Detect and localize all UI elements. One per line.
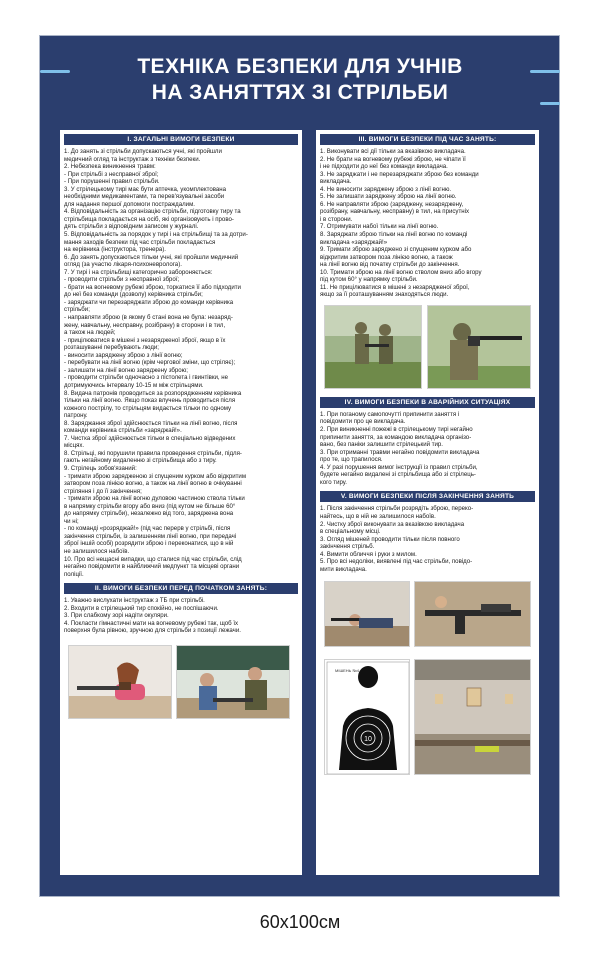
section-3-list xyxy=(320,148,535,299)
list-item: повідомити про це викладача. xyxy=(320,418,406,426)
list-item: патрону. xyxy=(64,412,88,420)
list-item: 7. Чистка зброї здійснюється тільки в спеціально відведених xyxy=(64,434,236,442)
list-item: 3. У стрілецькому тирі має бути аптечка, укомплектована xyxy=(64,185,227,193)
list-item: будете негайно видалені зі стрільбища або зі стрілець- xyxy=(320,471,476,479)
list-item: і не підходити до неї без команди викладача. xyxy=(320,163,448,171)
section-4-list xyxy=(320,411,535,486)
list-item: - перебувати на лінії вогню (крім чергової зміни, що стріляє); xyxy=(64,359,236,367)
photo-instructor-class xyxy=(176,645,290,719)
list-item: 10. Про всі нещасні випадки, що сталися під час стрільби, слід xyxy=(64,555,242,563)
list-item: - залишати на лінії вогню заряджену зброю; xyxy=(64,366,188,374)
list-item: в спеціальному місці. xyxy=(320,528,381,536)
left-photos xyxy=(64,645,298,723)
list-item: 11. Не прицілюватися в мішені з незарядженої зброї, xyxy=(320,283,470,291)
list-item: - заряджати чи перезаряджати зброю до команди керівника xyxy=(64,298,234,306)
list-item: 2. При виникненні пожежі в стрілецькому тирі негайно xyxy=(320,426,473,434)
right-photos-2 xyxy=(320,581,535,653)
section-1-list xyxy=(64,148,298,578)
list-item: викладача. xyxy=(320,178,352,186)
list-item: 7. Отримувати набої тільки на лінії вогню. xyxy=(320,223,439,231)
list-item: 4. Відповідальність за організацію стрільби, підготовку тиру та xyxy=(64,208,241,216)
list-item: 8. Заряджати зброю тільки на лінії вогню по команді xyxy=(320,231,468,239)
list-item: - виносити заряджену зброю з лінії вогню; xyxy=(64,351,183,359)
list-item: 10. Тримати зброю на лінії вогню стволом вниз або вгору xyxy=(320,268,482,276)
shooting-range-illustration xyxy=(415,660,531,775)
list-item: 1. Після закінчення стрільби розрядіть зброю, переко- xyxy=(320,505,474,513)
list-item: дотримуючись інтервалу 10-15 м між стрільцями. xyxy=(64,381,204,389)
list-item: 8. Видача патронів проводиться за розпорядженням керівника xyxy=(64,389,242,397)
list-item: кожного пострілу, то стрільцям видається тільки по одному xyxy=(64,404,232,412)
list-item: для надання першої допомоги постраждалим. xyxy=(64,200,195,208)
list-item: кого тиру. xyxy=(320,478,347,486)
soldier-aiming-illustration xyxy=(428,306,531,389)
list-item: 2. Небезпека виникнення травм: xyxy=(64,163,156,171)
list-item: 5. Не залишати заряджену зброю на лінії вогню. xyxy=(320,193,457,201)
list-item: про те, що трапилося. xyxy=(320,456,383,464)
list-item: тільки на лінії вогню. Якщо показ влучень проводиться після xyxy=(64,397,236,405)
list-item: 4. Не виносити заряджену зброю з лінії вогню. xyxy=(320,185,452,193)
list-item: чи ні; xyxy=(64,517,79,525)
section-4-title: ІV. ВИМОГИ БЕЗПЕКИ В АВАРІЙНИХ СИТУАЦІЯХ xyxy=(320,397,535,408)
list-item: закінчення стрільб. xyxy=(320,543,375,551)
list-item: місцях. xyxy=(64,442,85,450)
list-item: затвором поза лінією вогню, а також на лінії вогню в очікуванні xyxy=(64,480,242,488)
list-item: 9. Стрілець зобов'язаний: xyxy=(64,464,137,472)
section-1-title: І. ЗАГАЛЬНІ ВИМОГИ БЕЗПЕКИ xyxy=(64,134,298,145)
list-item: стрільбища покладається на осіб, які організовують і прово- xyxy=(64,215,234,223)
list-item: 2. Входити в стрілецький тир спокійно, не поспішаючи. xyxy=(64,604,219,612)
list-item: 4. У разі порушення вимог інструкції із правил стрільби, xyxy=(320,463,478,471)
instructor-class-illustration xyxy=(177,646,290,719)
list-item: вано, без паніки залишити стрілецький тир. xyxy=(320,441,443,449)
list-item: 3. Огляд мішеней проводити тільки після повного xyxy=(320,535,460,543)
list-item: 2. Чистку зброї виконувати за вказівкою викладача xyxy=(320,520,465,528)
list-item: - тримати зброю на лінії вогню дуловою частиною ствола тільки xyxy=(64,495,245,503)
left-panel xyxy=(60,130,302,875)
section-2-list xyxy=(64,597,298,635)
list-item: необхідними медикаментами, та перев'язувальні засоби xyxy=(64,193,225,201)
title-line-1: ТЕХНІКА БЕЗПЕКИ ДЛЯ УЧНІВ xyxy=(137,55,463,78)
list-item: поліції. xyxy=(64,570,84,578)
list-item: під кутом 60° у напрямку стрільби. xyxy=(320,276,418,284)
list-item: команди керівника стрільби «заряджай!». xyxy=(64,427,182,435)
rifle-closeup-illustration xyxy=(415,582,531,647)
prone-shooter-illustration xyxy=(325,582,410,647)
list-item: дять стрільби з відповідним записом у журналі. xyxy=(64,223,199,231)
list-item: 5. Відповідальність за порядок у тирі і на стрільбищі та за дотри- xyxy=(64,231,248,239)
list-item: на лінії вогню від початку стрільби до закінчення. xyxy=(320,261,460,269)
list-item: мання заходів безпеки під час стрільби покладається xyxy=(64,238,216,246)
list-item: 3. Не заряджати і не перезаряджати зброю без команди xyxy=(320,170,479,178)
list-item: 7. У тирі і на стрільбищі категорично забороняється: xyxy=(64,268,213,276)
list-item: стріляння і до її закінчення; xyxy=(64,487,142,495)
list-item: 5. Про всі недоліки, виявлені під час стрільби, повідо- xyxy=(320,558,473,566)
list-item: стрільби; xyxy=(64,306,90,314)
list-item: 4. Вимити обличчя і руки з милом. xyxy=(320,550,417,558)
target-center-number: 10 xyxy=(364,736,372,744)
list-item: не залишилося набоїв. xyxy=(64,547,130,555)
list-item: - При стрільбі з несправної зброї; xyxy=(64,170,159,178)
section-3-title: ІІІ. ВИМОГИ БЕЗПЕКИ ПІД ЧАС ЗАНЯТЬ: xyxy=(320,134,535,145)
list-item: - тримати зброю зарядженою зі спущеним курком або відкритим xyxy=(64,472,247,480)
list-item: закінчення стрільби, із залишенням лінії вогню, при передачі xyxy=(64,532,237,540)
list-item: найтесь, що в ній не залишилося набоїв. xyxy=(320,512,436,520)
list-item: огляд (за участю лікаря-психоневролога). xyxy=(64,261,182,269)
list-item: жену, навчальну, несправну, розібрану) в сторони і в тил, xyxy=(64,321,226,329)
section-5-list xyxy=(320,505,535,573)
list-item: 1. Виконувати всі дії тільки за вказівкою викладача. xyxy=(320,148,466,155)
size-label: 60x100см xyxy=(259,912,341,932)
list-item: припинити заняття, за командою викладача організо- xyxy=(320,433,472,441)
list-item: 6. До занять допускаються тільки учні, які пройшли медичний xyxy=(64,253,239,261)
section-2-title: ІІ. ВИМОГИ БЕЗПЕКИ ПЕРЕД ПОЧАТКОМ ЗАНЯТЬ: xyxy=(64,583,298,594)
photo-prone-shooter xyxy=(324,581,410,647)
list-item: 6. Не направляти зброю (заряджену, незаряджену, xyxy=(320,200,464,208)
section-5-title: V. ВИМОГИ БЕЗПЕКИ ПІСЛЯ ЗАКІНЧЕННЯ ЗАНЯТЬ xyxy=(320,491,535,502)
page-title xyxy=(0,54,600,106)
target-header-label: МІШЕНЬ №4 xyxy=(335,668,359,674)
list-item: - брати на вогневому рубежі зброю, торкатися її або підходити xyxy=(64,283,241,291)
list-item: 8. Стрільці, які порушили правила проведення стрільби, підля- xyxy=(64,449,242,457)
list-item: відкритим затвором поза лінією вогню, а також xyxy=(320,253,453,261)
list-item: розібрану, навчальну, несправну) в тил, на присутніх xyxy=(320,208,470,216)
list-item: мити викладача. xyxy=(320,565,367,573)
list-item: викладача «заряджай!» xyxy=(320,238,388,246)
list-item: - прицілюватися в мішені з незарядженої зброї, якщо в їх xyxy=(64,336,226,344)
list-item: 1. Уважно вислухати інструктаж з ТБ при стрільбі. xyxy=(64,597,205,605)
list-item: 3. При отриманні травми негайно повідомити викладача xyxy=(320,448,480,456)
list-item: і в сторони. xyxy=(320,215,353,223)
list-item: - проводити стрільби з несправної зброї; xyxy=(64,276,180,284)
list-item: до напрямку стрільби), незалежно від того, заряджена вона xyxy=(64,510,234,518)
right-photos-1 xyxy=(320,305,535,395)
list-item: поверхня була рівною, зручною для стрільби з позиції лежачи. xyxy=(64,627,241,635)
list-item: - по команді «розряджай!» (під час перерв у стрільбі, після xyxy=(64,525,231,533)
list-item: 1. До занять зі стрільби допускаються учні, які пройшли xyxy=(64,148,222,155)
right-panel xyxy=(316,130,539,875)
photo-shooting-range xyxy=(414,659,531,775)
list-item: 2. Не брати на вогневому рубежі зброю, не чіпати її xyxy=(320,155,466,163)
list-item: розташуванні перебувають люди; xyxy=(64,344,159,352)
list-item: 4. Покласти гімнастичні мати на вогневому рубежі так, щоб їх xyxy=(64,619,239,627)
list-item: - направляти зброю (в якому б стані вона не була: незаряд- xyxy=(64,314,233,322)
list-item: в напрямку стрільби вгору або вниз (під кутом не більше 60° xyxy=(64,502,236,510)
list-item: 9. Тримати зброю заряджено зі спущеним курком або xyxy=(320,246,472,254)
girl-shooting-illustration xyxy=(69,646,172,719)
soldiers-field-illustration xyxy=(325,306,422,389)
list-item: медичний огляд та інструктаж з техніки безпеки. xyxy=(64,155,201,163)
list-item: 8. Заряджання зброї здійснюється тільки на лінії вогню, після xyxy=(64,419,238,427)
photo-girl-shooting xyxy=(68,645,172,719)
silhouette-target-icon xyxy=(325,660,410,775)
title-line-2: НА ЗАНЯТТЯХ ЗІ СТРІЛЬБИ xyxy=(151,81,449,104)
list-item: зброї іншій особі) розрядити зброю і переконатися, що в ній xyxy=(64,540,234,548)
list-item: негайно повідомити в найближчий медпункт та місцеві органи xyxy=(64,563,240,571)
list-item: на керівника (інструктора, тренера). xyxy=(64,246,166,254)
list-item: до неї без команди (дозволу) керівника стрільби; xyxy=(64,291,203,299)
list-item: - При порушенні правил стрільби. xyxy=(64,178,160,186)
photo-soldiers-field xyxy=(324,305,422,389)
photo-rifle-closeup xyxy=(414,581,531,647)
right-photos-3 xyxy=(320,659,535,779)
list-item: 1. При поганому самопочутті припинити заняття і xyxy=(320,410,460,418)
list-item: якщо за її розташуванням знаходяться люди. xyxy=(320,291,449,299)
list-item: 3. При слабкому зорі надіти окуляри. xyxy=(64,612,169,620)
list-item: - проводити стрільби одночасно з пістолета і гвинтівки, не xyxy=(64,374,229,382)
photo-silhouette-target xyxy=(324,659,410,775)
list-item: гають негайному видаленню зі стрільбища або з тиру. xyxy=(64,457,217,465)
photo-soldier-aiming xyxy=(427,305,531,389)
list-item: а також на людей; xyxy=(64,329,116,337)
